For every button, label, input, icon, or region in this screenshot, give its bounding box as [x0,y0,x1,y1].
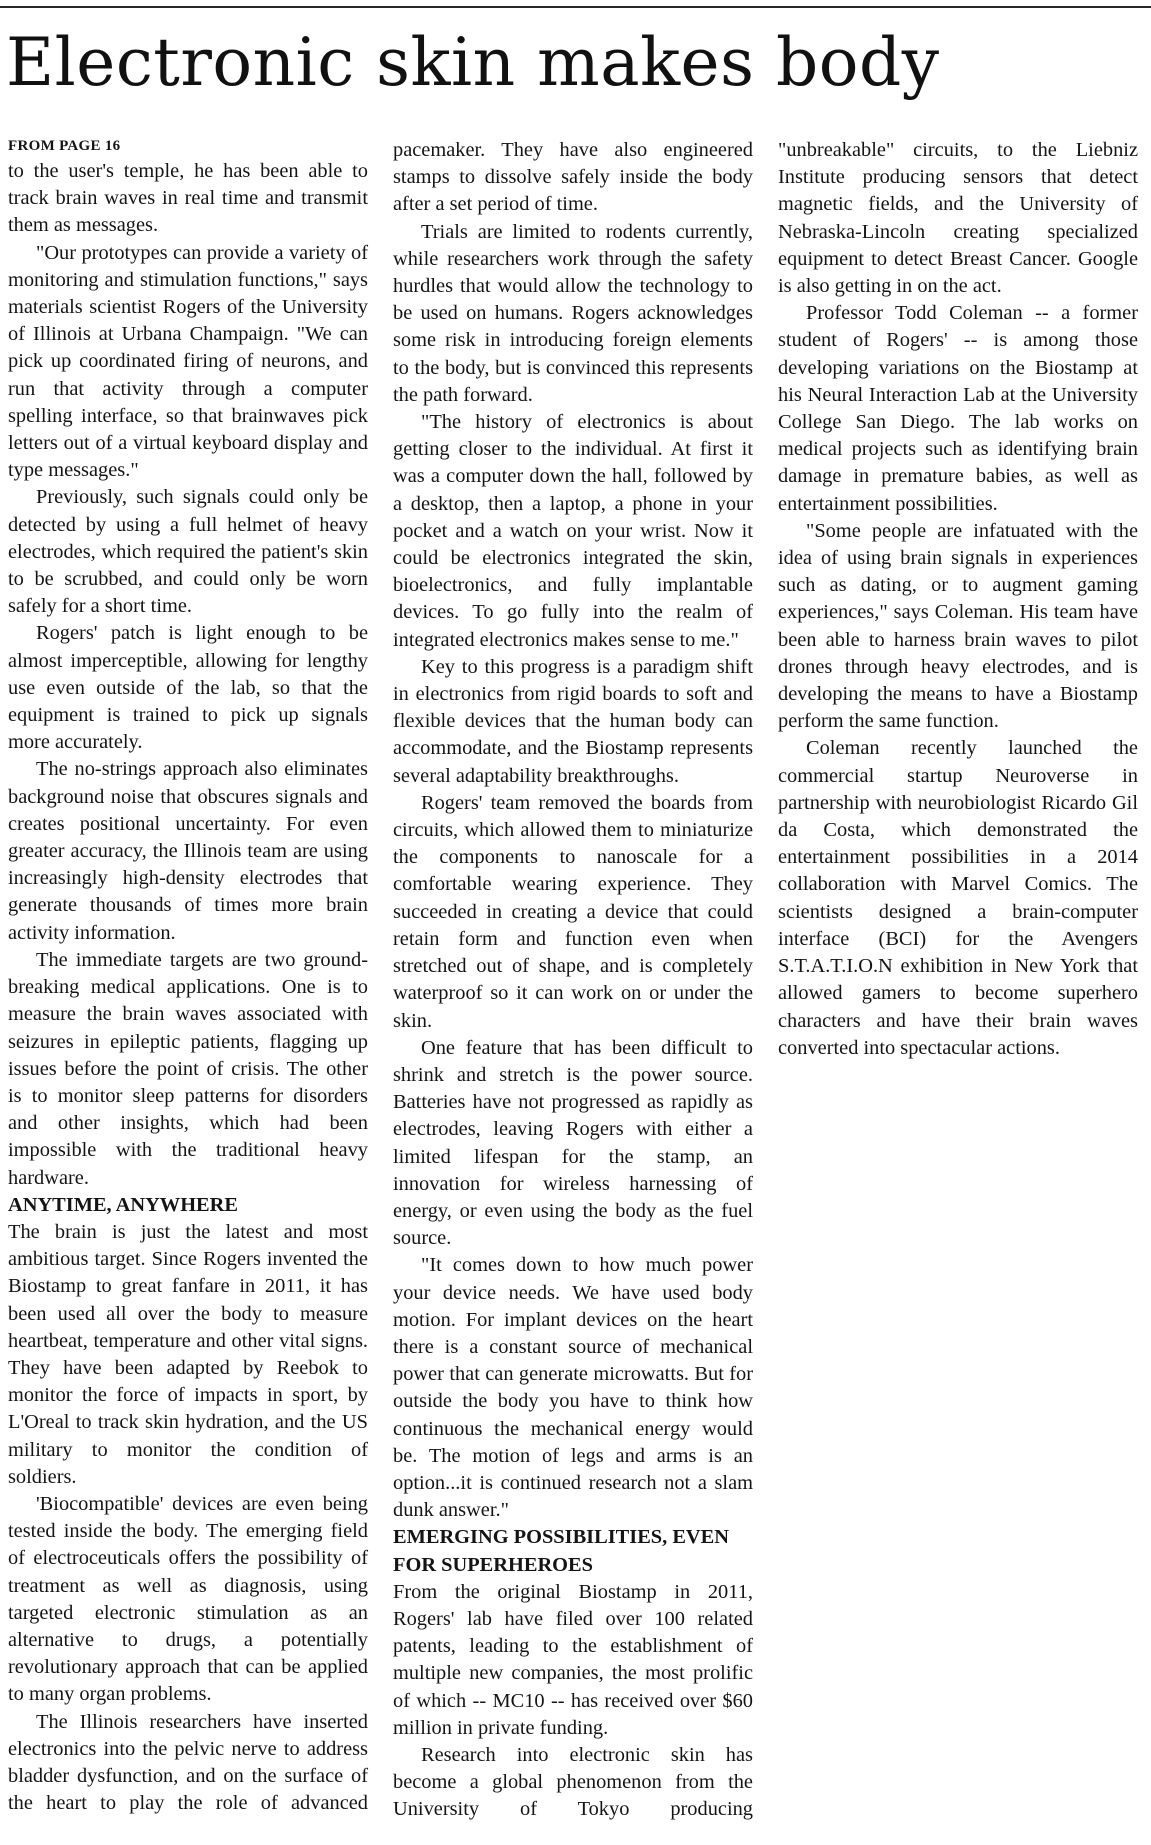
paragraph: Research into electronic skin has become a global phenomenon from the University of Tokyo producing "unbreakable" circuits, to the Liebniz Institute producing sensors that detect magnetic fields, and the University of Nebraska-Lincoln creating specialized equipment to detect Breast Cancer. Google is also getting in on the act. [393,139,1138,1821]
paragraph: Coleman recently launched the commercial startup Neuroverse in partnership with neurobiologist Ricardo Gil da Costa, which demonstrated the entertainment possibilities in a 2014 collaboration with Marvel Comics. The scientists designed a brain-computer interface (BCI) for the Avengers S.T.A.T.I.O.N exhibition in New York that allowed gamers to become superhero characters and have their brain waves converted into spectacular actions. [778,737,1138,1059]
paragraph: Trials are limited to rodents currently, while researchers work through the safety hurdles that would allow the technology to be used on humans. Rogers acknowledges some risk in introducing foreign elements to the body, but is convinced this represents the path forward. [393,220,753,406]
headline: Electronic skin makes body [6,24,940,101]
paragraph: to the user's temple, he has been able to track brain waves in real time and transmit them as messages. [8,160,368,237]
top-rule [0,6,1151,8]
paragraph: "The history of electronics is about getting closer to the individual. At first it was a computer down the hall, followed by a desktop, then a laptop, a phone in your pocket and a watch on your wrist. Now it could be electronics integrated the skin, bioelectronics, and fully implantable devices. To go fully into the realm of integrated electronics makes sense to me." [393,411,753,651]
paragraph: Rogers' patch is light enough to be almost imperceptible, allowing for lengthy use even outside of the lab, so that the equipment is trained to pick up signals more accurately. [8,622,368,754]
paragraph: The immediate targets are two ground-breaking medical applications. One is to measure the brain waves associated with seizures in epileptic patients, flagging up issues before the point of crisis. The other is to monitor sleep patterns for disorders and other insights, which had been impossible with the traditional heavy hardware. [8,948,368,1189]
paragraph: The no-strings approach also eliminates background noise that obscures signals and creates positional uncertainty. For even greater accuracy, the Illinois team are using increasingly high-density electrodes that generate thousands of times more brain activity information. [8,758,368,944]
article-body [8,137,1138,1837]
paragraph: "Some people are infatuated with the idea of using brain signals in experiences such as dating, or to augment gaming experiences," says Coleman. His team have been able to harness brain waves to pilot drones through heavy electrodes, and is developing the means to have a Biostamp perform the same function. [778,519,1138,733]
paragraph: The brain is just the latest and most ambitious target. Since Rogers invented the Biostamp to great fanfare in 2011, it has been used all over the body to measure heartbeat, temperature and other vital signs. They have been adapted by Reebok to monitor the force of impacts in sport, by L'Oreal to track skin hydration, and the US military to monitor the condition of soldiers. [8,1220,368,1488]
paragraph: Professor Todd Coleman -- a former student of Rogers' -- is among those developing variations on the Biostamp at his Neural Interaction Lab at the University College San Diego. The lab works on medical projects such as identifying brain damage in premature babies, as well as entertainment possibilities. [778,302,1138,515]
paragraph: From the original Biostamp in 2011, Rogers' lab have filed over 100 related patents, leading to the establishment of multiple new companies, the most prolific of which -- MC10 -- has received over $60 million in private funding. [393,1580,753,1739]
paragraph: "Our prototypes can provide a variety of monitoring and stimulation functions," says materials scientist Rogers of the University of Illinois at Urbana Champaign. "We can pick up coordinated firing of neurons, and run that activity through a computer spelling interface, so that brainwaves pick letters out of a virtual keyboard display and type messages." [8,241,368,482]
paragraph: One feature that has been difficult to shrink and stretch is the power source. Batteries have not progressed as rapidly as electrodes, leaving Rogers with either a limited lifespan for the stamp, an innovation for wireless harnessing of energy, or even using the body as the fuel source. [393,1036,753,1250]
jump-line: FROM PAGE 16 [8,138,121,154]
paragraph: Rogers' team removed the boards from circuits, which allowed them to miniaturize the components to nanoscale for a comfortable wearing experience. They succeeded in creating a device that could retain form and function even when stretched out of shape, and is completely waterproof so it can work on or under the skin. [393,791,753,1032]
subhead-anytime-anywhere: ANYTIME, ANYWHERE [8,1193,238,1216]
subhead-emerging-possibilities: EMERGING POSSIBILITIES, EVEN FOR SUPERHEROES [393,1526,729,1576]
paragraph: 'Biocompatible' devices are even being tested inside the body. The emerging field of electroceuticals offers the possibility of treatment as well as diagnosis, using targeted electronic stimulation as an alternative to drugs, a potentially revolutionary approach that can be applied to many organ problems. [8,1492,368,1706]
paragraph: Key to this progress is a paradigm shift in electronics from rigid boards to soft and flexible devices that the human body can accommodate, and the Biostamp represents several adaptability breakthroughs. [393,655,753,787]
paragraph: The Illinois researchers have inserted electronics into the pelvic nerve to address bladder dysfunction, and on the surface of the heart to play the role of advanced pacemaker. They have also engineered stamps to dissolve safely inside the body after a set period of time. [8,139,753,1815]
paragraph: "It comes down to how much power your device needs. We have used body motion. For implant devices on the heart there is a constant source of mechanical power that can generate microwatts. But for outside the body you have to think how continuous the mechanical energy would be. The motion of legs and arms is an option...it is continued research not a slam dunk answer." [393,1254,753,1522]
paragraph: Previously, such signals could only be detected by using a full helmet of heavy electrodes, which required the patient's skin to be scrubbed, and could only be worn safely for a short time. [8,486,368,618]
